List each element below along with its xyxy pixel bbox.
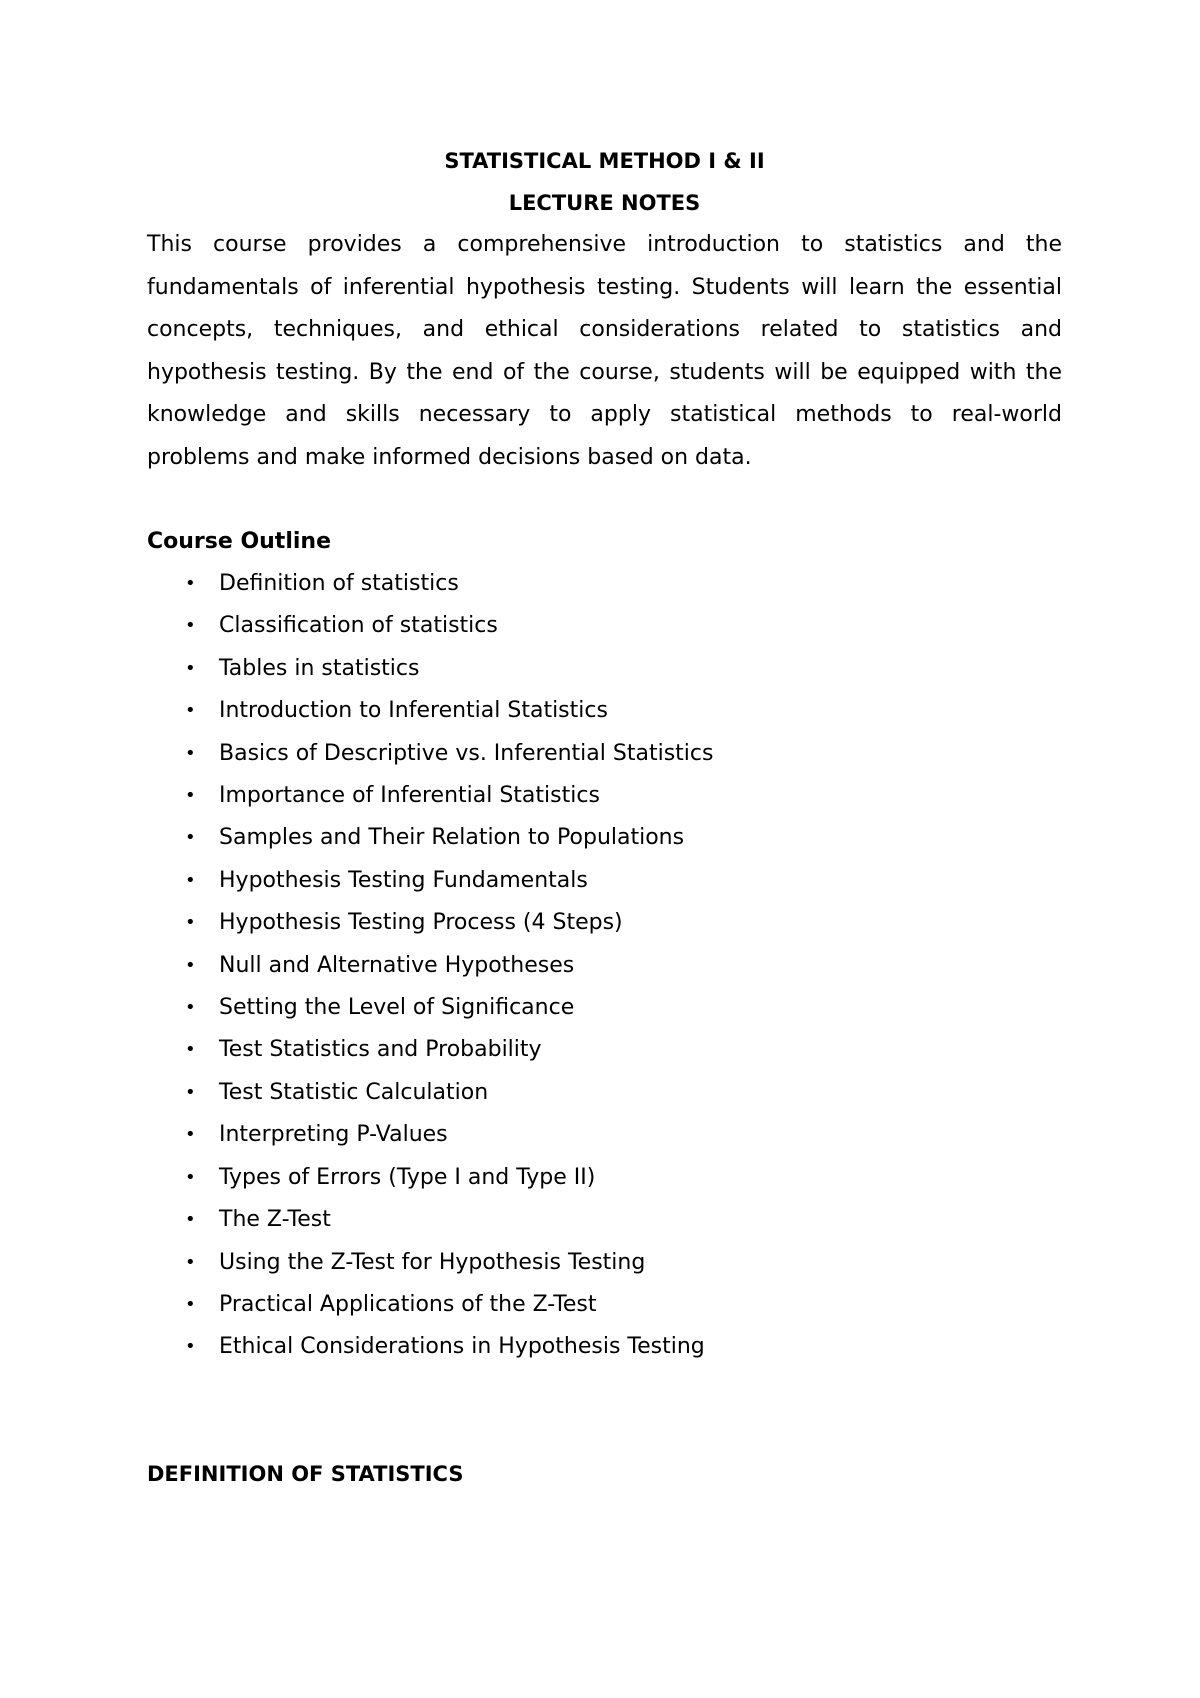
outline-item-text: Importance of Inferential Statistics: [219, 783, 600, 809]
outline-heading: Course Outline: [147, 529, 331, 554]
outline-item: [147, 605, 1062, 647]
outline-item-text: Using the Z-Test for Hypothesis Testing: [219, 1249, 646, 1275]
outline-item: [147, 1114, 1062, 1156]
intro-paragraph: This course provides a comprehensive introduction to statistics and the fundamentals of inferential hypothesis testing. Students will learn the essential concepts, techniques, and ethical considerations related to statistics and hypothesis testing. By the end of the course, students will be equipped with the knowledge and skills necessary to apply statistical methods to real-world problems and make informed decisions based on data.: [147, 232, 1062, 470]
document-title: STATISTICAL METHOD I & II: [444, 149, 765, 173]
outline-item: [147, 1072, 1062, 1114]
bullet-icon: •: [185, 785, 196, 807]
bullet-icon: •: [185, 997, 196, 1019]
outline-item-text: Classification of statistics: [219, 613, 498, 639]
definition-heading: DEFINITION OF STATISTICS: [147, 1461, 464, 1486]
outline-item-text: Test Statistic Calculation: [219, 1079, 489, 1105]
section-spacer-1: [147, 1369, 1062, 1411]
outline-item-text: Practical Applications of the Z-Test: [219, 1291, 597, 1317]
bullet-icon: •: [185, 954, 196, 976]
paragraph-spacer: [147, 479, 1062, 521]
bullet-icon: •: [185, 1251, 196, 1273]
outline-item-text: Ethical Considerations in Hypothesis Testing: [219, 1334, 705, 1360]
bullet-icon: •: [185, 573, 196, 594]
bullet-icon: •: [185, 1293, 196, 1315]
outline-item-text: Samples and Their Relation to Populations: [219, 825, 685, 851]
outline-item: [147, 690, 1062, 732]
outline-item: [147, 563, 1062, 605]
bullet-icon: •: [185, 742, 196, 764]
outline-item: [147, 1157, 1062, 1199]
outline-item: [147, 1029, 1062, 1071]
bullet-icon: •: [185, 657, 196, 679]
outline-item: [147, 902, 1062, 944]
outline-item-text: Null and Alternative Hypotheses: [219, 952, 575, 978]
outline-item-text: Basics of Descriptive vs. Inferential Statistics: [219, 740, 714, 766]
outline-item-text: Tables in statistics: [219, 655, 420, 681]
bullet-icon: •: [185, 1124, 196, 1146]
outline-item: [147, 1242, 1062, 1284]
outline-item-text: Types of Errors (Type I and Type II): [219, 1164, 596, 1190]
bullet-icon: •: [185, 912, 196, 934]
bullet-icon: •: [185, 1336, 196, 1358]
outline-item-text: Interpreting P-Values: [219, 1122, 448, 1148]
outline-item: [147, 1326, 1062, 1368]
outline-item: [147, 1199, 1062, 1241]
bullet-icon: •: [185, 1166, 196, 1188]
outline-item-text: Introduction to Inferential Statistics: [219, 698, 608, 724]
outline-item-text: The Z-Test: [219, 1207, 331, 1233]
outline-item: [147, 945, 1062, 987]
bullet-icon: •: [185, 869, 196, 891]
bullet-icon: •: [185, 1039, 196, 1061]
outline-item-text: Test Statistics and Probability: [219, 1037, 542, 1063]
outline-item-text: Setting the Level of Significance: [219, 995, 575, 1021]
bullet-icon: •: [185, 827, 196, 849]
bullet-icon: •: [185, 700, 196, 722]
outline-item-text: Definition of statistics: [219, 571, 459, 596]
outline-item-text: Hypothesis Testing Process (4 Steps): [219, 910, 623, 936]
outline-item: [147, 775, 1062, 817]
outline-item: [147, 987, 1062, 1029]
outline-item: [147, 860, 1062, 902]
bullet-icon: •: [185, 1081, 196, 1103]
outline-item: [147, 733, 1062, 775]
course-outline-list: [147, 563, 1062, 1369]
section-spacer-2: [147, 1411, 1062, 1453]
outline-item: [147, 648, 1062, 690]
bullet-icon: •: [185, 1209, 196, 1231]
outline-item: [147, 1284, 1062, 1326]
outline-item: [147, 817, 1062, 859]
outline-item-text: Hypothesis Testing Fundamentals: [219, 867, 588, 893]
bullet-icon: •: [185, 615, 196, 637]
document-subtitle: LECTURE NOTES: [508, 191, 701, 215]
document-page: [147, 140, 1062, 1495]
